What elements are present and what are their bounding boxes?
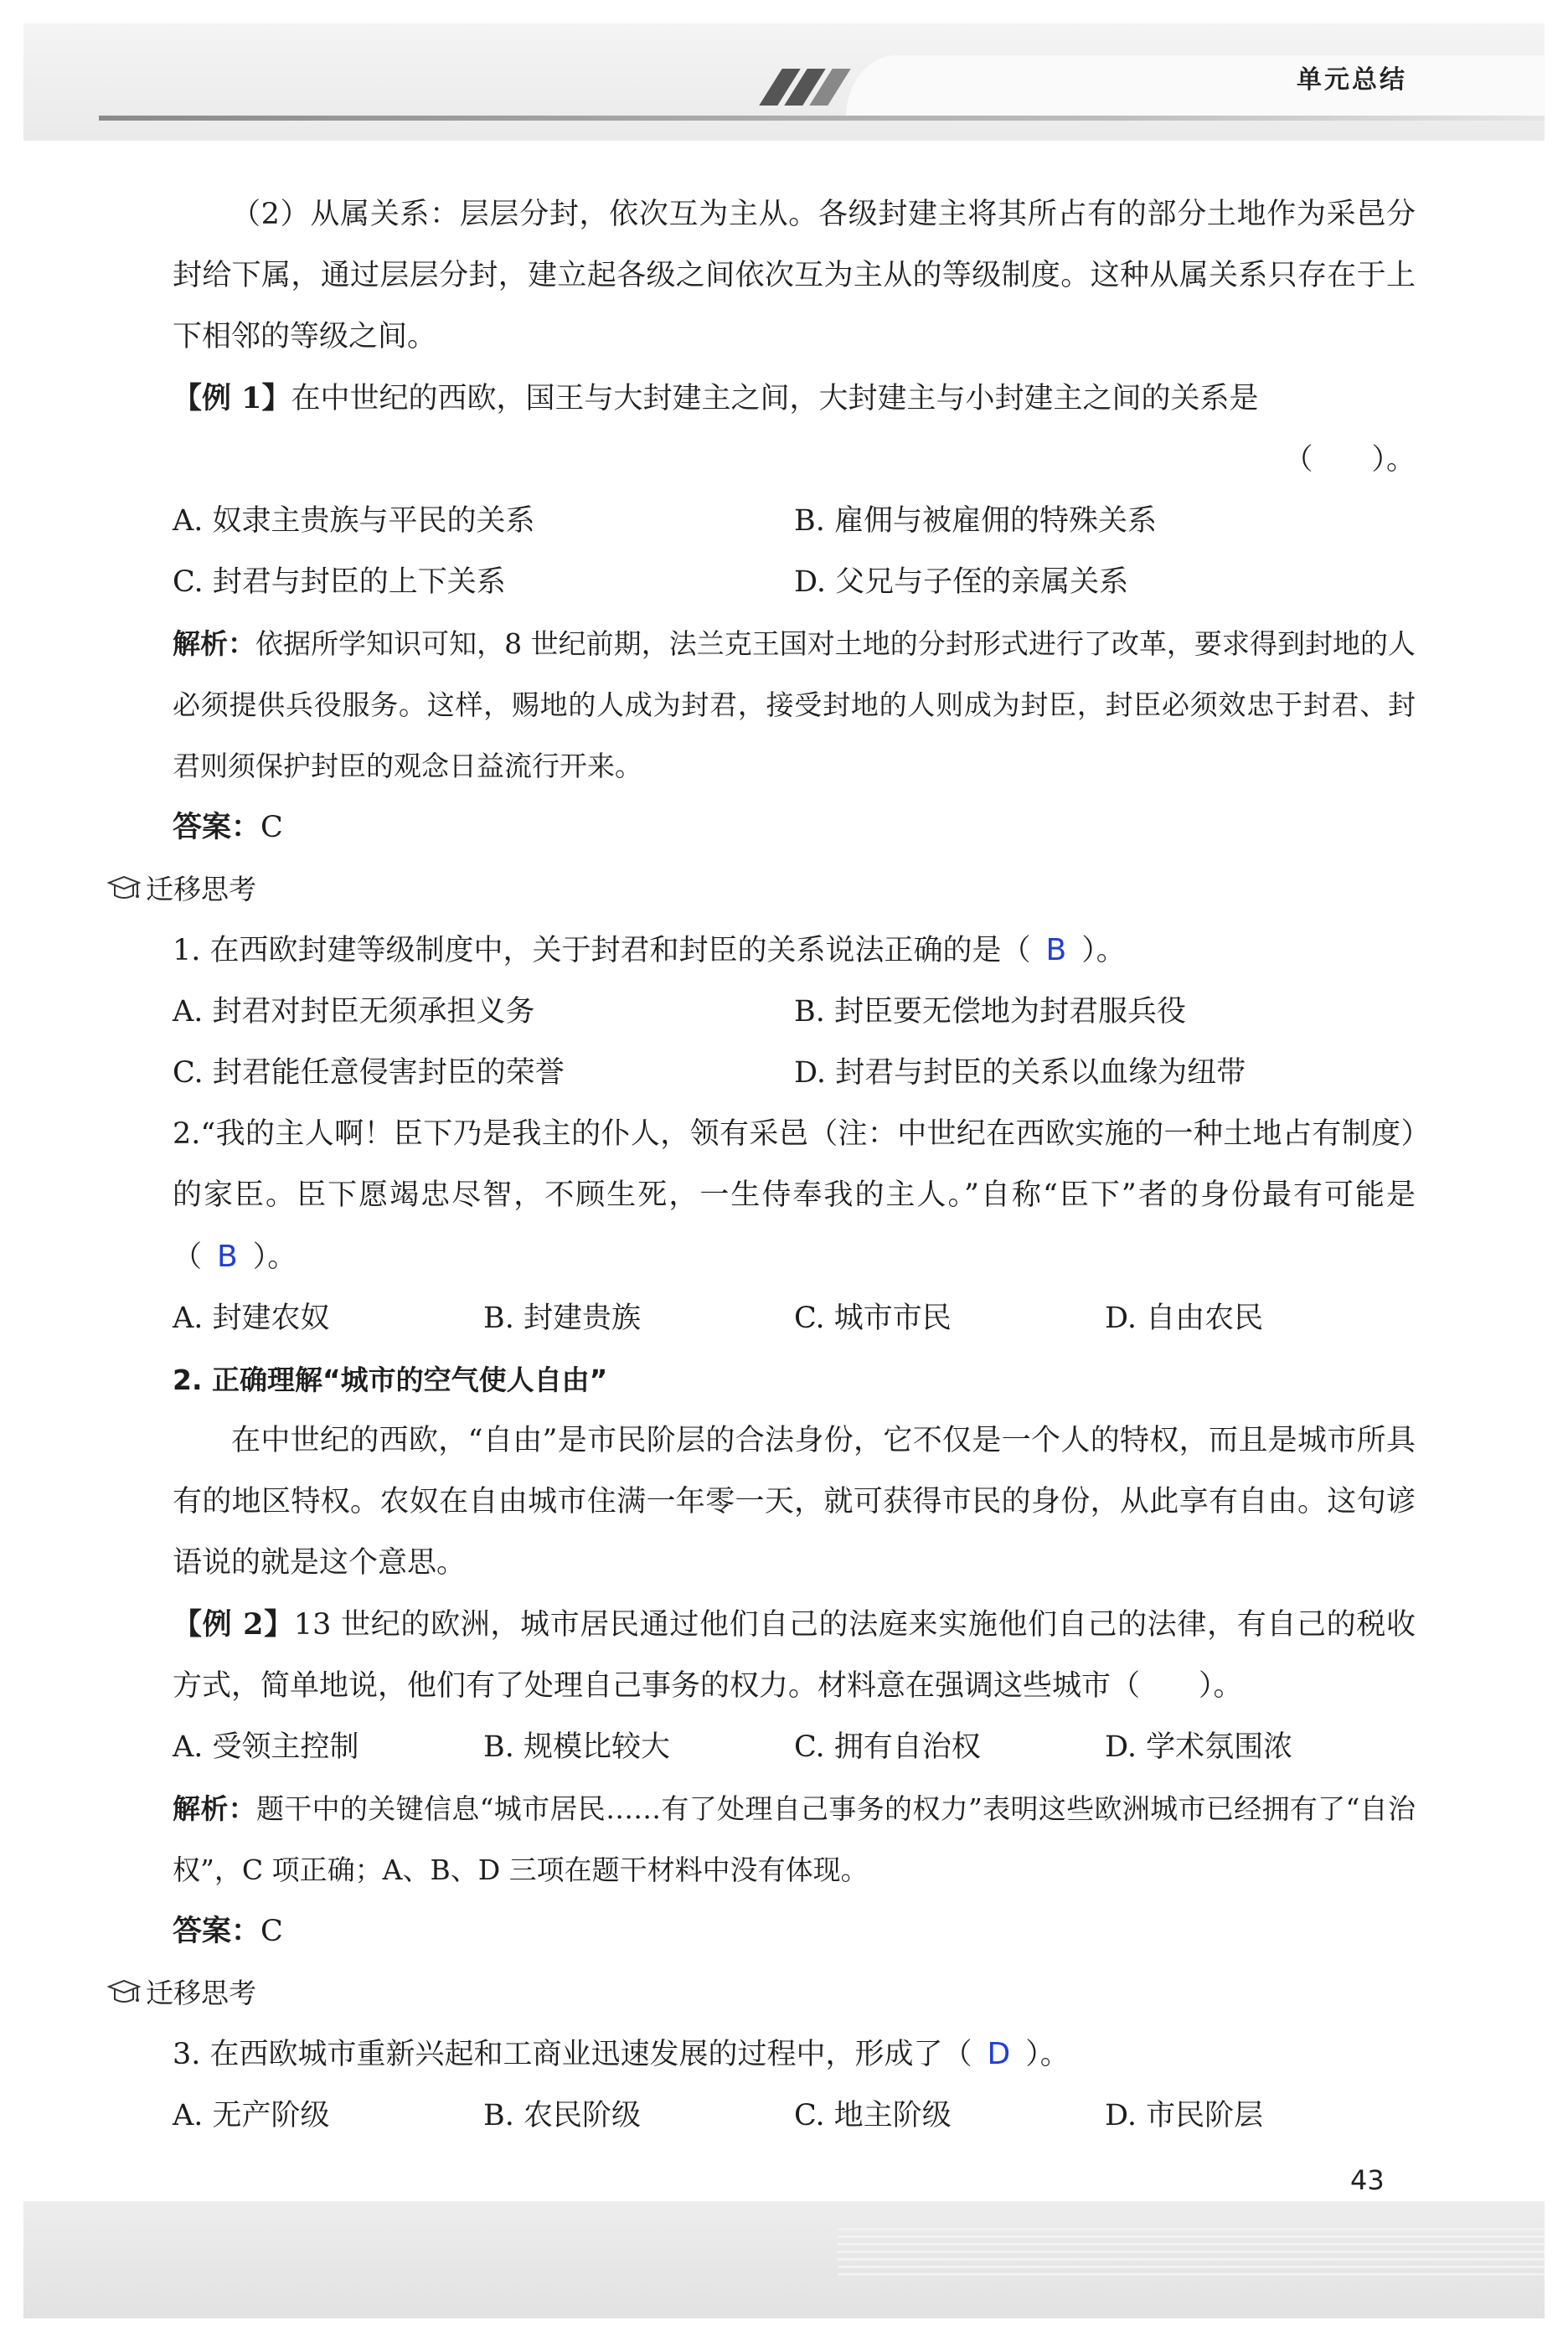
- option: C. 拥有自治权: [794, 1730, 981, 1764]
- option: A. 受领主控制: [173, 1730, 359, 1764]
- option: C. 城市市民: [794, 1302, 952, 1335]
- transfer-thinking-heading: [107, 1962, 1416, 2024]
- option: D. 自由农民: [1105, 1302, 1264, 1335]
- option: C. 封君能任意侵害封臣的荣誉: [173, 1056, 565, 1090]
- analysis-label: 解析：: [173, 627, 256, 660]
- paragraph-city: 在中世纪的西欧，“自由”是市民阶层的合法身份，它不仅是一个人的特权，而且是城市所具有的地区特权。农奴在自由城市住满一年零一天，就可获得市民的身份，从此享有自由。这句谚语说的就是这个意思。: [173, 1424, 1416, 1580]
- answer-label: 答案：: [173, 810, 261, 844]
- answer-label: 答案：: [173, 1914, 261, 1948]
- option: D. 父兄与子侄的亲属关系: [794, 565, 1129, 599]
- question-2-close: ）。: [252, 1240, 297, 1274]
- header-rule: [99, 116, 1545, 121]
- mortarboard-icon: [107, 1978, 141, 2008]
- option: B. 农民阶级: [483, 2099, 641, 2132]
- option: D. 封君与封臣的关系以血缘为纽带: [794, 1056, 1246, 1090]
- analysis-text: 题干中的关键信息“城市居民……有了处理自己事务的权力”表明这些欧洲城市已经拥有了“自治权”，C 项正确；A、B、D 三项在题干材料中没有体现。: [173, 1792, 1416, 1886]
- question-2: [173, 1104, 1416, 1288]
- option: C. 封君与封臣的上下关系: [173, 565, 506, 599]
- option: B. 雇佣与被雇佣的特殊关系: [794, 504, 1157, 538]
- question-1-options-row: [173, 982, 1416, 1043]
- question-3-stem: 3. 在西欧城市重新兴起和工商业迅速发展的过程中，形成了（: [173, 2038, 972, 2071]
- paragraph-subordinate: （2）从属关系：层层分封，依次互为主从。各级封建主将其所占有的部分土地作为采邑分封给下属，通过层层分封，建立起各级之间依次互为主从的等级制度。这种从属关系只存在于上下相邻的等级之间。: [173, 198, 1416, 353]
- example-2-options-row: [173, 1717, 1416, 1778]
- example-1-tag: 【例 1】: [173, 381, 291, 415]
- answer-value: C: [260, 1915, 283, 1948]
- example-2-answer: [173, 1900, 1416, 1962]
- analysis-label: 解析：: [173, 1792, 256, 1825]
- answer-value: C: [260, 811, 283, 844]
- question-3-answer: D: [987, 2037, 1011, 2071]
- question-2-stem: 2.“我的主人啊！臣下乃是我主的仆人，领有采邑（注：中世纪在西欧实施的一种土地占有制度）的家臣。臣下愿竭忠尽智，不顾生死，一生侍奉我的主人。”自称“臣下”者的身份最有可能是（: [173, 1117, 1416, 1274]
- mortarboard-icon: [107, 874, 141, 905]
- option: B. 封臣要无偿地为封君服兵役: [794, 995, 1186, 1029]
- option: A. 封建农奴: [173, 1302, 330, 1335]
- example-2-analysis: [173, 1778, 1416, 1900]
- header-tab: [846, 55, 1545, 117]
- example-1-answer: [173, 797, 1416, 858]
- example-1-options-row: [173, 491, 1416, 552]
- example-2-stem: [173, 1594, 1416, 1717]
- page-number: 43: [1350, 2164, 1385, 2196]
- example-2-text: 13 世纪的欧洲，城市居民通过他们自己的法庭来实施他们自己的法律，有自己的税收方式，简单地说，他们有了处理自己事务的权力。材料意在强调这些城市（ ）。: [173, 1608, 1416, 1703]
- example-1-stem: [173, 368, 1416, 430]
- example-1-analysis: [173, 613, 1416, 797]
- footer-decoration: [838, 2228, 1545, 2278]
- page-content: [146, 184, 1416, 2147]
- question-3-options-row: [173, 2086, 1416, 2147]
- option: A. 奴隶主贵族与平民的关系: [173, 504, 535, 538]
- option: B. 封建贵族: [483, 1302, 641, 1335]
- option: D. 学术氛围浓: [1105, 1730, 1293, 1764]
- option: A. 封君对封臣无须承担义务: [173, 995, 535, 1029]
- example-1-paren: （ ）。: [1283, 443, 1416, 477]
- question-1-options-row: [173, 1043, 1416, 1104]
- option: A. 无产阶级: [173, 2099, 330, 2132]
- analysis-text: 依据所学知识可知，8 世纪前期，法兰克王国对土地的分封形式进行了改革，要求得到封地的人必须提供兵役服务。这样，赐地的人成为封君，接受封地的人则成为封臣，封臣必须效忠于封君、封君则须保护封臣的观念日益流行开来。: [173, 627, 1416, 782]
- example-1-text: 在中世纪的西欧，国王与大封建主之间，大封建主与小封建主之间的关系是: [291, 382, 1259, 415]
- question-3: [173, 2024, 1416, 2086]
- question-1: [173, 920, 1416, 982]
- section-heading-2: 2. 正确理解“城市的空气使人自由”: [173, 1364, 608, 1396]
- question-1-stem: 1. 在西欧封建等级制度中，关于封君和封臣的关系说法正确的是（: [173, 934, 1031, 967]
- example-1-options-row: [173, 552, 1416, 613]
- example-2-tag: 【例 2】: [173, 1607, 294, 1642]
- transfer-thinking-heading: [107, 858, 1416, 920]
- question-1-close: ）。: [1081, 934, 1126, 967]
- option: B. 规模比较大: [483, 1730, 670, 1764]
- question-2-answer: B: [217, 1240, 238, 1274]
- transfer-thinking-label: 迁移思考: [146, 873, 256, 905]
- option: D. 市民阶层: [1105, 2099, 1264, 2132]
- question-1-answer: B: [1045, 933, 1067, 967]
- option: C. 地主阶级: [794, 2099, 952, 2132]
- section-title: 单元总结: [1297, 65, 1407, 95]
- question-2-options-row: [173, 1288, 1416, 1349]
- transfer-thinking-label: 迁移思考: [146, 1977, 256, 2009]
- question-3-close: ）。: [1025, 2038, 1070, 2071]
